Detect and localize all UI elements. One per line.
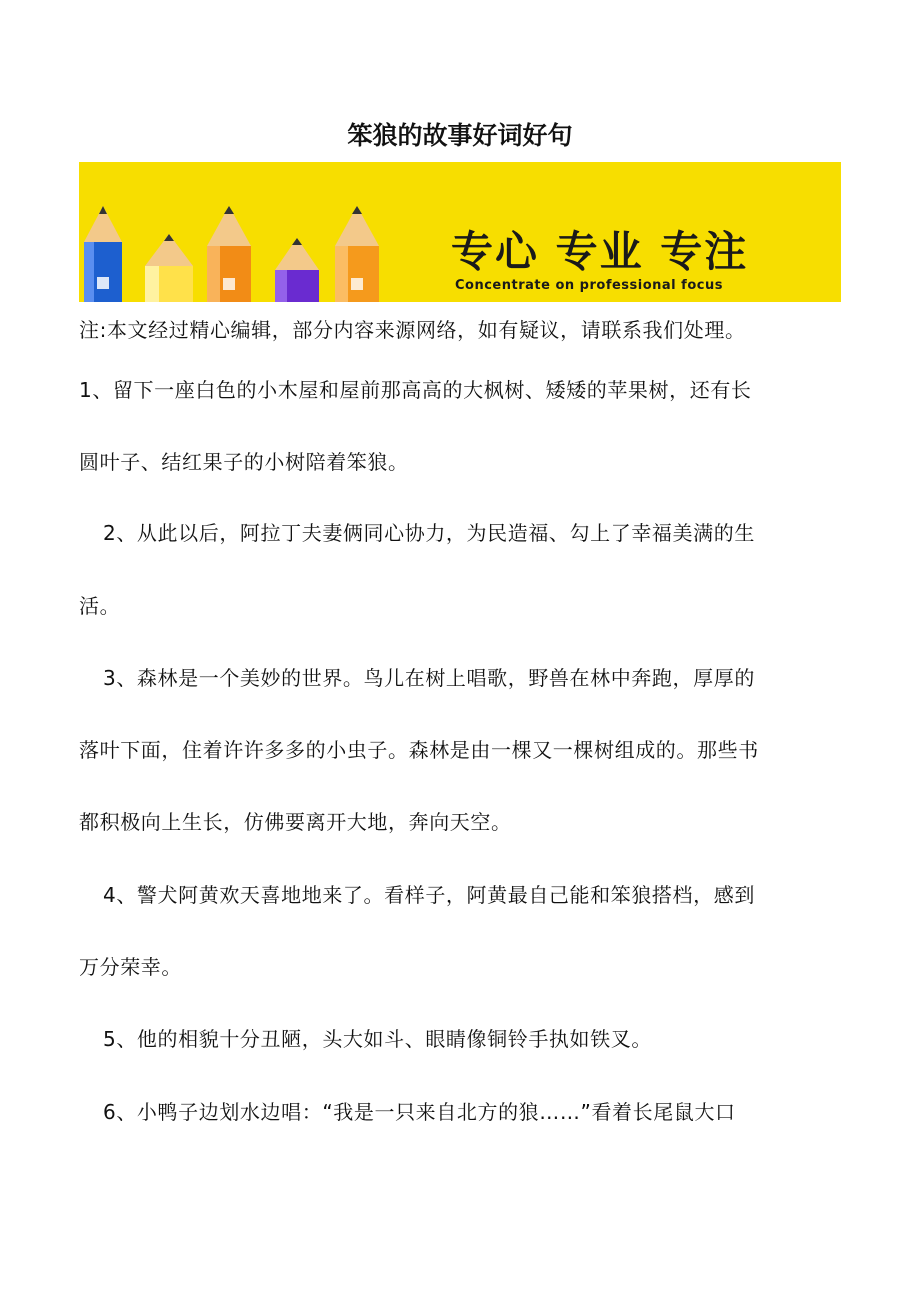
pencil-icon	[84, 206, 122, 302]
paragraph-6-line-1: 6、小鸭子边划水边唱：“我是一只来自北方的狼……”看着长尾鼠大口	[103, 1100, 736, 1124]
banner-slogan: 专心 专业 专注	[451, 227, 749, 276]
paragraph-4-line-2: 万分荣幸。	[79, 955, 182, 979]
editor-note: 注:本文经过精心编辑，部分内容来源网络，如有疑议，请联系我们处理。	[79, 318, 746, 342]
paragraph-2-line-1: 2、从此以后，阿拉丁夫妻俩同心协力，为民造福、勾上了幸福美满的生	[103, 521, 755, 545]
paragraph-3-line-3: 都积极向上生长，仿佛要离开大地，奔向天空。	[79, 810, 512, 834]
pencil-icon	[275, 238, 319, 302]
paragraph-4-line-1: 4、警犬阿黄欢天喜地地来了。看样子，阿黄最自己能和笨狼搭档，感到	[103, 883, 755, 907]
paragraph-1-line-1: 1、留下一座白色的小木屋和屋前那高高的大枫树、矮矮的苹果树，还有长	[79, 378, 752, 402]
paragraph-3-line-1: 3、森林是一个美妙的世界。鸟儿在树上唱歌，野兽在林中奔跑，厚厚的	[103, 666, 755, 690]
paragraph-3-line-2: 落叶下面，住着许许多多的小虫子。森林是由一棵又一棵树组成的。那些书	[79, 738, 759, 762]
banner-image	[79, 162, 841, 302]
paragraph-2-line-2: 活。	[79, 594, 121, 618]
pencil-icon	[335, 206, 379, 302]
pencil-icon	[207, 206, 251, 302]
banner-slogan-english: Concentrate on professional focus	[455, 278, 723, 293]
pencil-icon	[145, 234, 193, 302]
paragraph-1-line-2: 圆叶子、结红果子的小树陪着笨狼。	[79, 450, 409, 474]
document-title: 笨狼的故事好词好句	[347, 121, 573, 150]
paragraph-5-line-1: 5、他的相貌十分丑陋，头大如斗、眼睛像铜铃手执如铁叉。	[103, 1027, 652, 1051]
